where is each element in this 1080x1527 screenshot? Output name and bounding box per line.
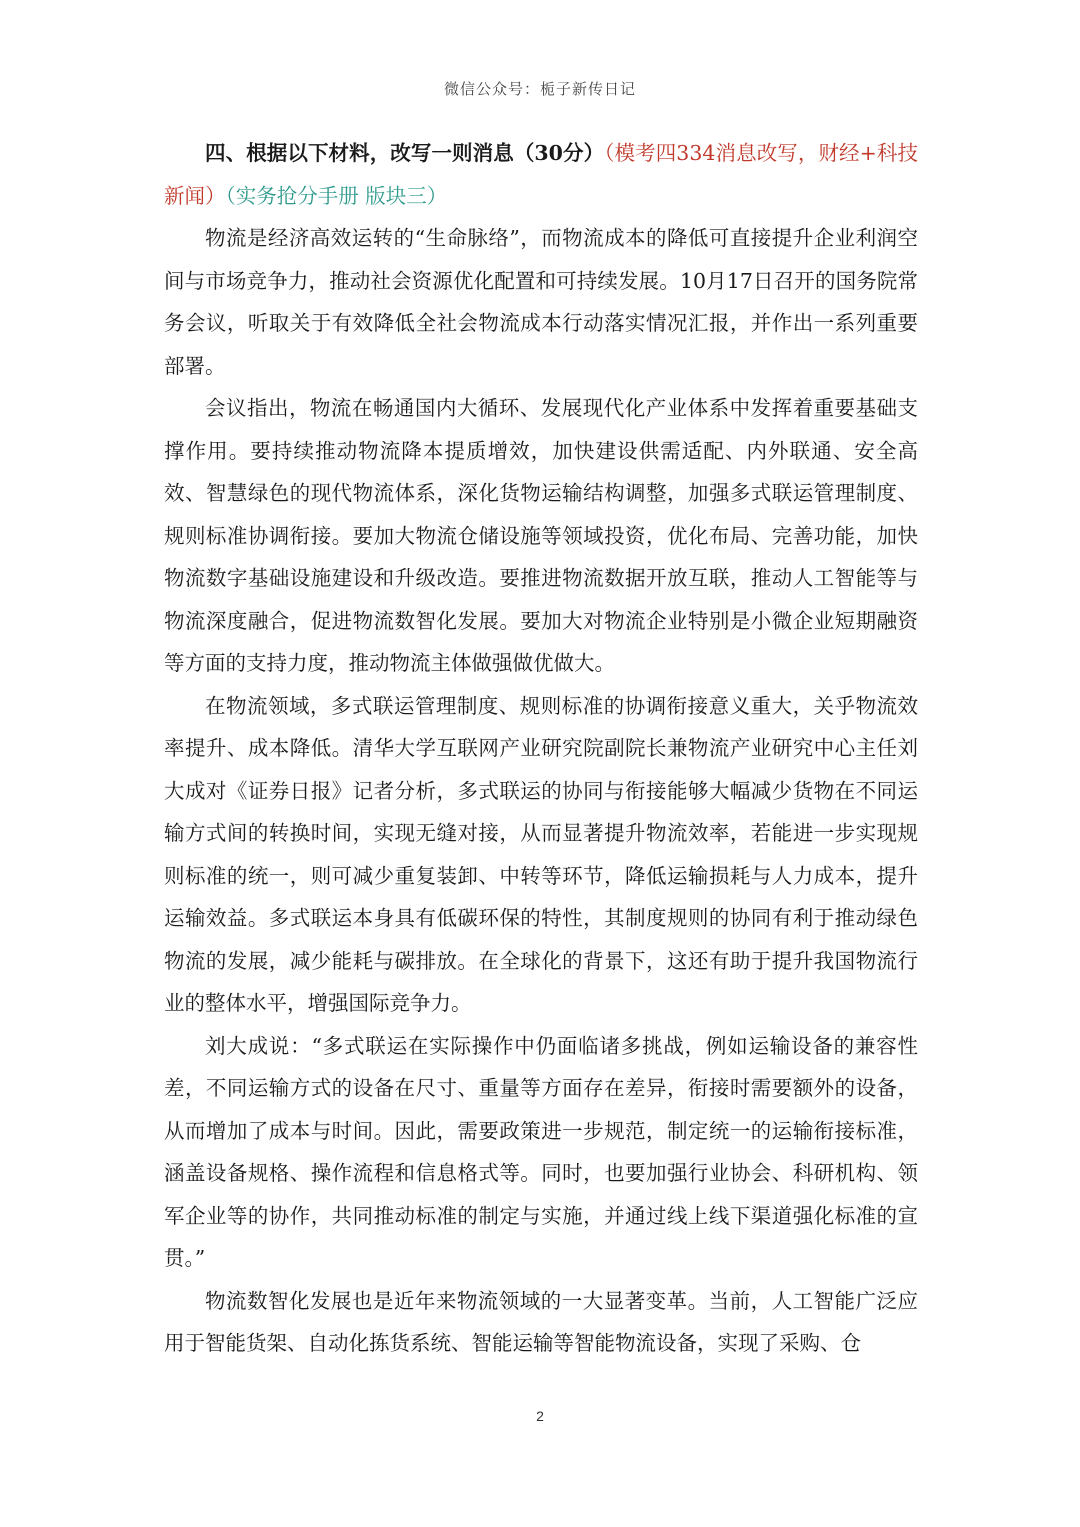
paragraph: 会议指出，物流在畅通国内大循环、发展现代化产业体系中发挥着重要基础支撑作用。要持续推动物流降本提质增效，加快建设供需适配、内外联通、安全高效、智慧绿色的现代物流体系，深化货物运输结构调整，加强多式联运管理制度、规则标准协调衔接。要加大物流仓储设施等领域投资，优化布局、完善功能，加快物流数字基础设施建设和升级改造。要推进物流数据开放互联，推动人工智能等与物流深度融合，促进物流数智化发展。要加大对物流企业特别是小微企业短期融资等方面的支持力度，推动物流主体做强做优做大。 [164, 396, 918, 675]
paragraph: 刘大成说：“多式联运在实际操作中仍面临诸多挑战，例如运输设备的兼容性差，不同运输方式的设备在尺寸、重量等方面存在差异，衔接时需要额外的设备，从而增加了成本与时间。因此，需要政策进一步规范，制定统一的运输衔接标准，涵盖设备规格、操作流程和信息格式等。同时，也要加强行业协会、科研机构、领军企业等的协作，共同推动标准的制定与实施，并通过线上线下渠道强化标准的宣贯。” [164, 1033, 918, 1270]
question-heading [164, 132, 918, 217]
paragraph: 在物流领域，多式联运管理制度、规则标准的协调衔接意义重大，关乎物流效率提升、成本降低。清华大学互联网产业研究院副院长兼物流产业研究中心主任刘大成对《证券日报》记者分析，多式联运的协同与衔接能够大幅减少货物在不同运输方式间的转换时间，实现无缝对接，从而显著提升物流效率，若能进一步实现规则标准的统一，则可减少重复装卸、中转等环节，降低运输损耗与人力成本，提升运输效益。多式联运本身具有低碳环保的特性，其制度规则的协同有利于推动绿色物流的发展，减少能耗与碳排放。在全球化的背景下，这还有助于提升我国物流行业的整体水平，增强国际竞争力。 [164, 693, 918, 1015]
document-body [164, 132, 918, 1365]
page-header: 微信公众号：栀子新传日记 [443, 80, 636, 98]
paragraph: 物流数智化发展也是近年来物流领域的一大显著变革。当前，人工智能广泛应用于智能货架、自动化拣货系统、智能运输等智能物流设备，实现了采购、仓 [164, 1288, 918, 1355]
paragraph: 物流是经济高效运转的“生命脉络”，而物流成本的降低可直接提升企业利润空间与市场竞争力，推动社会资源优化配置和可持续发展。10月17日召开的国务院常务会议，听取关于有效降低全社会物流成本行动落实情况汇报，并作出一系列重要部署。 [164, 226, 918, 378]
question-tag-handbook: （实务抢分手册 版块三） [225, 183, 448, 208]
question-title: 四、根据以下材料，改写一则消息（30分） [205, 141, 605, 165]
page-number: 2 [536, 1408, 544, 1424]
question-tag-source: （模考四334消息改写，财经+科技新闻） [164, 141, 918, 208]
